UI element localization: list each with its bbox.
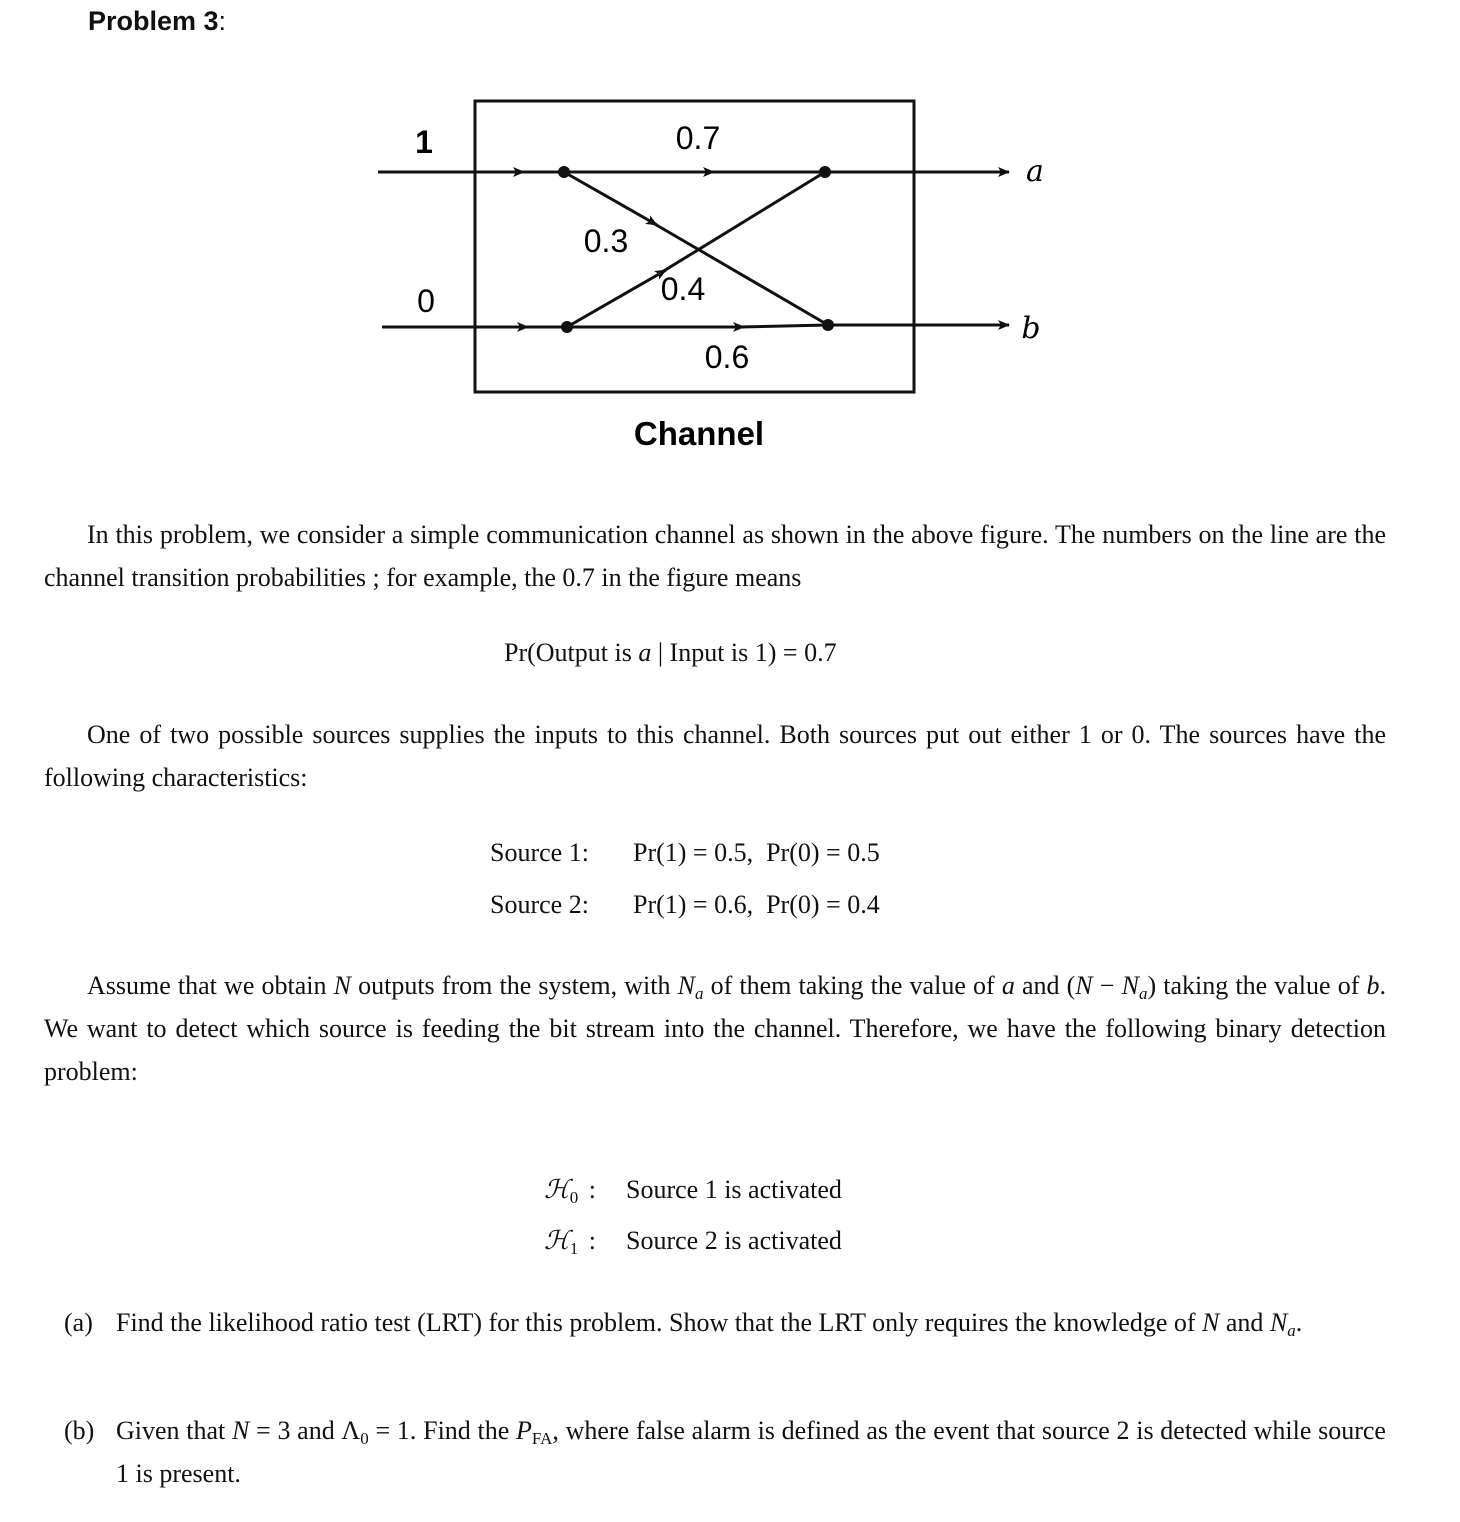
assume-text-5: − bbox=[1092, 971, 1122, 1000]
question-b-var-P-sub: FA bbox=[531, 1429, 553, 1448]
label-input-0: 0 bbox=[417, 283, 435, 319]
question-b-text-4: , where false alarm is defined as the event that source 2 is detected while source 1 is present. bbox=[116, 1416, 1386, 1488]
question-a bbox=[64, 1301, 1386, 1344]
question-a-text bbox=[116, 1301, 1386, 1344]
question-b-var-N: N bbox=[231, 1416, 250, 1445]
path-0-to-a bbox=[567, 270, 666, 327]
question-a-var-Na-sub: a bbox=[1287, 1321, 1296, 1340]
label-p-1-b: 0.3 bbox=[583, 223, 629, 259]
label-output-a: a bbox=[1026, 154, 1044, 189]
intro-paragraph bbox=[44, 513, 1386, 599]
equation-left: Pr(Output is bbox=[504, 638, 639, 667]
source-row-1 bbox=[490, 838, 880, 868]
node-output-a bbox=[819, 166, 831, 178]
label-output-b: b bbox=[1021, 311, 1041, 346]
assume-text-1: Assume that we obtain bbox=[87, 971, 334, 1000]
var-N: N bbox=[333, 971, 351, 1000]
source-2-label: Source 2: bbox=[490, 890, 589, 919]
var-Na-sub: a bbox=[694, 984, 704, 1003]
node-input-1 bbox=[558, 166, 570, 178]
source-row-2 bbox=[490, 890, 880, 920]
question-b bbox=[64, 1409, 1386, 1495]
node-output-b bbox=[822, 319, 834, 331]
assume-paragraph bbox=[44, 964, 1386, 1093]
question-b-text-2: = 3 and Λ bbox=[249, 1416, 361, 1445]
problem-colon: : bbox=[218, 6, 227, 36]
var-b: b bbox=[1366, 971, 1380, 1000]
assume-text-7: . We want to detect which source is feeding the bit stream into the channel. Therefore, we have the following binary detection problem: bbox=[44, 971, 1387, 1086]
equation-right: | Input is 1) = 0.7 bbox=[651, 638, 837, 667]
hypothesis-1-symbol: ℋ bbox=[544, 1226, 570, 1256]
hypothesis-0-text: Source 1 is activated bbox=[626, 1175, 842, 1204]
question-a-text-2: and bbox=[1219, 1308, 1270, 1337]
label-p-1-a: 0.7 bbox=[675, 120, 721, 156]
assume-text-4: and ( bbox=[1014, 971, 1076, 1000]
hypothesis-row-0 bbox=[544, 1175, 842, 1207]
label-p-0-b: 0.6 bbox=[704, 339, 750, 375]
path-0-to-b-tail bbox=[740, 325, 828, 327]
hypothesis-1-sub: 1 bbox=[569, 1239, 579, 1258]
question-a-text-1: Find the likelihood ratio test (LRT) for this problem. Show that the LRT only requires the knowledge of bbox=[116, 1308, 1203, 1337]
intro-text: In this problem, we consider a simple communication channel as shown in the above figure. The numbers on the line are the channel transition probabilities ; for example, the 0.7 in the figure means bbox=[44, 520, 1386, 592]
node-input-0 bbox=[561, 321, 573, 333]
hypothesis-0-symbol: ℋ bbox=[544, 1175, 570, 1205]
question-b-text bbox=[116, 1409, 1386, 1495]
source-1-value: Pr(1) = 0.5, Pr(0) = 0.5 bbox=[633, 838, 880, 867]
equation-var-a: a bbox=[638, 638, 652, 667]
sources-text: One of two possible sources supplies the inputs to this channel. Both sources put out either 1 or 0. The sources have the following characteristics: bbox=[44, 720, 1386, 792]
label-input-1: 1 bbox=[415, 124, 433, 160]
hypothesis-0-sub: 0 bbox=[569, 1188, 579, 1207]
hypothesis-1-colon: : bbox=[588, 1226, 596, 1255]
question-a-var-N: N bbox=[1202, 1308, 1220, 1337]
figure-caption: Channel bbox=[633, 415, 765, 452]
channel-diagram bbox=[0, 0, 1460, 470]
var-Na-base: N bbox=[677, 971, 695, 1000]
question-b-text-1: Given that bbox=[116, 1416, 232, 1445]
path-0-to-a-tail bbox=[662, 172, 825, 272]
label-p-0-a: 0.4 bbox=[660, 271, 706, 307]
equation-transition bbox=[504, 638, 837, 668]
assume-text-2: outputs from the system, with bbox=[350, 971, 678, 1000]
var-Na2-base: N bbox=[1121, 971, 1139, 1000]
question-a-text-3: . bbox=[1295, 1308, 1303, 1337]
hypothesis-row-1 bbox=[544, 1226, 842, 1258]
question-a-label: (a) bbox=[64, 1308, 93, 1337]
question-a-var-Na-base: N bbox=[1269, 1308, 1288, 1337]
var-a: a bbox=[1001, 971, 1015, 1000]
source-2-value: Pr(1) = 0.6, Pr(0) = 0.4 bbox=[633, 890, 880, 919]
assume-text-6: ) taking the value of bbox=[1147, 971, 1367, 1000]
path-1-to-b bbox=[564, 172, 657, 225]
question-b-text-3: = 1. Find the bbox=[368, 1416, 517, 1445]
question-b-lambda-sub: 0 bbox=[360, 1429, 369, 1448]
question-b-label: (b) bbox=[64, 1416, 95, 1445]
question-b-var-P: P bbox=[516, 1416, 532, 1445]
problem-title: Problem 3 bbox=[88, 6, 219, 36]
var-N-2: N bbox=[1075, 971, 1093, 1000]
sources-paragraph bbox=[44, 713, 1386, 799]
var-Na2-sub: a bbox=[1138, 984, 1148, 1003]
source-1-label: Source 1: bbox=[490, 838, 589, 867]
assume-text-3: of them taking the value of bbox=[703, 971, 1002, 1000]
hypothesis-0-colon: : bbox=[588, 1175, 596, 1204]
hypothesis-1-text: Source 2 is activated bbox=[626, 1226, 842, 1255]
